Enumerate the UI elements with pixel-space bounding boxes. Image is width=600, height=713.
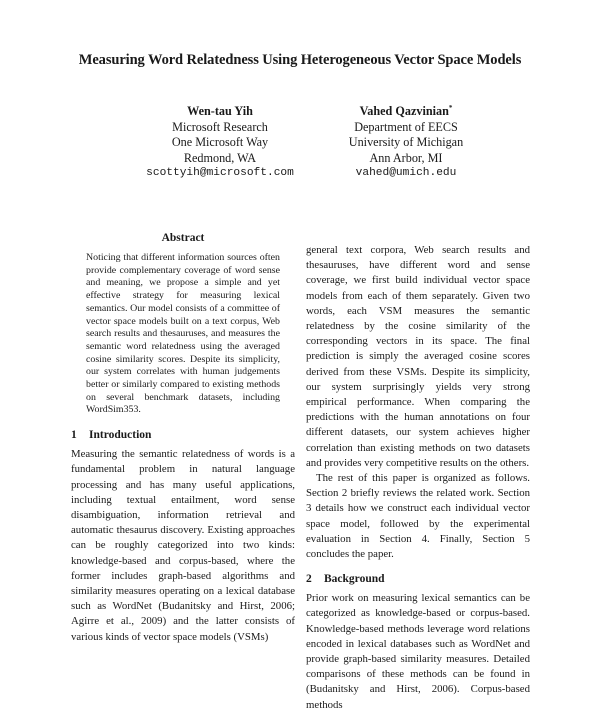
author-affiliation: Microsoft Research xyxy=(172,119,268,134)
author-affiliation: Ann Arbor, MI xyxy=(369,150,443,165)
introduction-paragraph-2: The rest of this paper is organized as follows. Section 2 briefly reviews the related work. Section 3 details how we construct each individual vector space model, followed by the experimental evaluation in Section 4. Finally, Section 5 concludes the paper. xyxy=(306,472,530,561)
author-affiliation: Department of EECS xyxy=(354,119,458,134)
background-paragraph: Prior work on measuring lexical semantics can be categorized as knowledge-based or corpus-based. Knowledge-based methods leverage word relations encoded in lexical databases such as WordNet and provide graph-based similarity measures. Detailed comparisons of these methods can be found in (Budanitsky and Hirst, 2006). Corpus-based methods xyxy=(306,592,530,711)
introduction-continuation: general text corpora, Web search results and thesauruses, have different word and sense coverage, we first build individual vector space models from each of them separately. Given two words, each VSM measures the semantic relatedness by the cosine similarity of the corresponding vectors in its space. The final prediction is simply the averaged cosine scores derived from these VSMs. Despite its simplicity, our system surprisingly yields very strong empirical performance. When comparing the predictions with the human annotations on four different datasets, our system achieves higher correlation than existing methods on two datasets and provides very competitive results on the others. xyxy=(306,244,530,469)
abstract-heading: Abstract xyxy=(161,232,205,244)
section-title: Introduction xyxy=(89,429,152,442)
section-number: 2 xyxy=(306,573,312,586)
author-footnote-marker: * xyxy=(448,103,453,112)
paper-title: Measuring Word Relatedness Using Heterogeneous Vector Space Models xyxy=(78,52,522,68)
author-name-text: Vahed Qazvinian xyxy=(359,104,449,118)
author-name: Wen-tau Yih xyxy=(187,104,253,118)
author-affiliation: Redmond, WA xyxy=(183,150,257,165)
author-email: vahed@umich.edu xyxy=(355,167,457,179)
section-heading-introduction xyxy=(71,429,295,441)
section-title: Background xyxy=(324,573,385,586)
author-affiliation: One Microsoft Way xyxy=(171,135,269,149)
author-block-2 xyxy=(296,104,516,182)
section-heading-background xyxy=(306,573,530,585)
author-affiliation: University of Michigan xyxy=(348,135,464,149)
right-column xyxy=(306,243,530,713)
left-column xyxy=(71,232,295,645)
abstract-text: Noticing that different information sources often provide complementary coverage of word sense and meaning, we propose a simple and yet effective strategy for measuring lexical semantics. Our model consists of a committee of vector space models built on a text corpus, Web search results and thesauruses, and measures the semantic word relatedness using the averaged cosine similarity scores. Despite its simplicity, our system correlates with human judgements better or similarly compared to existing methods on several benchmark datasets, including WordSim353. xyxy=(86,252,280,416)
author-email: scottyih@microsoft.com xyxy=(146,167,294,179)
author-name xyxy=(296,104,516,120)
introduction-paragraph: Measuring the semantic relatedness of words is a fundamental problem in natural language processing and has many useful applications, including textual entailment, word sense disambiguation, information retrieval and automatic thesaurus discovery. Existing approaches can be roughly categorized into two kinds: knowledge-based and corpus-based, where the former includes graph-based algorithms and similarity measures operating on a lexical database such as WordNet (Budanitsky and Hirst, 2006; Agirre et al., 2009) and the latter consists of various kinds of vector space models (VSMs) xyxy=(71,448,295,643)
section-number: 1 xyxy=(71,429,77,442)
